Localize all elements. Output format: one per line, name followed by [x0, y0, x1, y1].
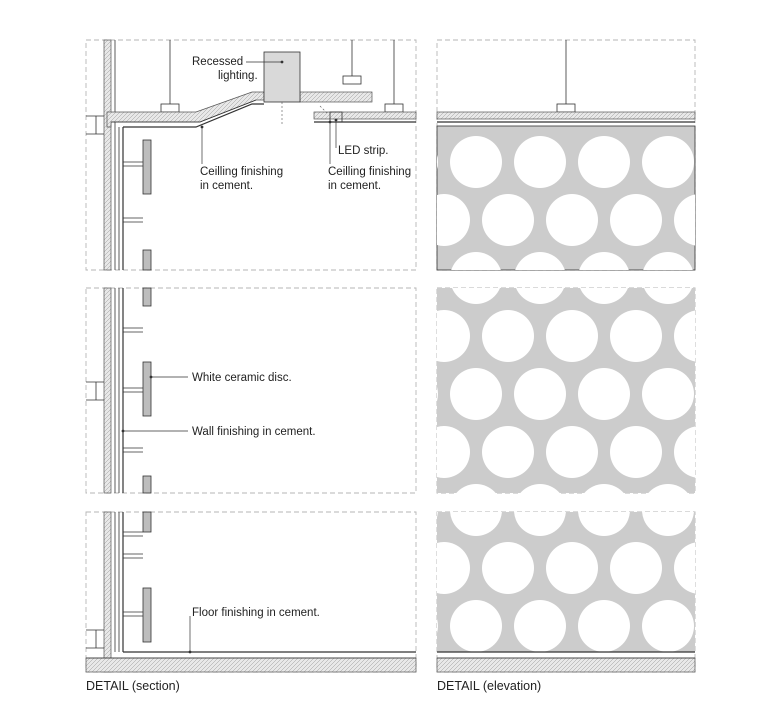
leader-lines: [122, 61, 338, 654]
label-ceiling-finish-left-1: Ceilling finishing: [200, 166, 284, 178]
ceramic-disc: [514, 600, 566, 652]
ceramic-disc: [546, 310, 598, 362]
ceramic-disc: [674, 542, 726, 594]
ceramic-disc: [674, 310, 726, 362]
wall-layers: [104, 40, 123, 672]
disc-pattern-bottom: [386, 484, 726, 652]
ceramic-disc: [386, 368, 438, 420]
ceiling-elevation: [437, 40, 695, 122]
ceramic-disc: [674, 426, 726, 478]
label-ceiling-finish-left-2: in cement.: [200, 180, 254, 192]
ceramic-disc: [386, 600, 438, 652]
ceramic-disc: [642, 136, 694, 188]
ceiling-section: [107, 40, 416, 127]
ceramic-disc: [546, 426, 598, 478]
ceramic-disc: [546, 542, 598, 594]
ceramic-disc: [674, 194, 726, 246]
ceramic-disc: [418, 426, 470, 478]
label-led-strip: LED strip.: [338, 145, 389, 157]
floor-section: [86, 652, 416, 672]
ceramic-disc: [418, 310, 470, 362]
label-ceramic-disc: White ceramic disc.: [192, 372, 292, 384]
label-recessed-lighting-2: lighting.: [218, 70, 258, 82]
ceramic-disc: [578, 368, 630, 420]
ceramic-disc: [610, 542, 662, 594]
disc-pattern-top: [386, 136, 726, 304]
ceramic-discs-section: [143, 140, 151, 642]
ceramic-disc: [482, 310, 534, 362]
ceramic-disc: [546, 194, 598, 246]
elevation-view: [386, 40, 726, 693]
ceramic-disc: [610, 310, 662, 362]
section-frame-middle: [86, 288, 416, 493]
ceramic-disc: [450, 600, 502, 652]
ceramic-disc: [482, 542, 534, 594]
label-ceiling-finish-right-2: in cement.: [328, 180, 382, 192]
ceramic-disc: [418, 194, 470, 246]
ceramic-disc: [578, 600, 630, 652]
wall-bracket-top: [86, 116, 104, 134]
ceramic-disc: [450, 136, 502, 188]
ceramic-disc: [610, 194, 662, 246]
ceramic-disc: [642, 600, 694, 652]
ceramic-disc: [482, 426, 534, 478]
ceramic-disc: [514, 368, 566, 420]
ceramic-disc: [418, 542, 470, 594]
ceramic-disc: [386, 252, 438, 304]
ceramic-disc: [610, 426, 662, 478]
wall-spacers: [123, 162, 143, 616]
caption-elevation: DETAIL (elevation): [437, 679, 542, 693]
caption-section: DETAIL (section): [86, 679, 180, 693]
wall-bracket-middle: [86, 382, 104, 400]
label-ceiling-finish-right-1: Ceilling finishing: [328, 166, 412, 178]
ceramic-disc: [386, 484, 438, 536]
ceramic-disc: [450, 368, 502, 420]
recessed-light-fixture: [264, 52, 300, 102]
section-view: [86, 40, 416, 693]
ceramic-disc: [482, 194, 534, 246]
label-floor-finish: Floor finishing in cement.: [192, 607, 320, 619]
ceramic-disc: [386, 136, 438, 188]
floor-elevation: [437, 652, 695, 672]
label-recessed-lighting-1: Recessed: [192, 56, 244, 68]
ceramic-disc: [578, 136, 630, 188]
ceramic-disc: [514, 136, 566, 188]
ceramic-disc: [642, 368, 694, 420]
ceramic-disc: [386, 252, 438, 304]
wall-bracket-bottom: [86, 630, 104, 648]
ceramic-disc: [386, 484, 438, 536]
label-wall-finish: Wall finishing in cement.: [192, 426, 316, 438]
